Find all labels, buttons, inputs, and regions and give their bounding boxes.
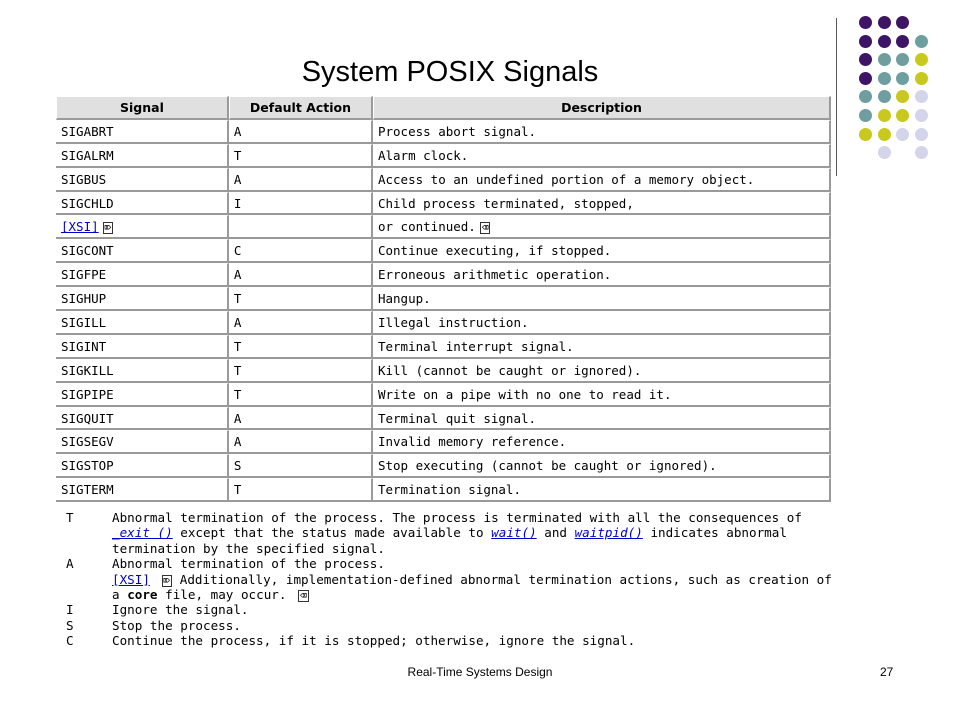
table-row <box>56 120 831 144</box>
signal-cell-text: SIGBUS <box>61 171 107 187</box>
legend-row-t <box>66 510 846 556</box>
signal-cell <box>56 454 229 478</box>
table-row <box>56 430 831 454</box>
table-row <box>56 311 831 335</box>
legend-key: I <box>66 602 74 618</box>
action-cell-text: A <box>233 267 242 283</box>
action-cell-text: A <box>233 434 242 450</box>
decorative-dot <box>896 90 909 103</box>
description-cell <box>373 383 831 407</box>
decorative-dot <box>915 146 928 159</box>
description-cell-text: Write on a pipe with no one to read it. <box>377 386 672 402</box>
header-description: Description <box>373 96 831 120</box>
table-row <box>56 263 831 287</box>
decorative-dot <box>896 128 909 141</box>
description-cell <box>373 311 831 335</box>
action-cell <box>229 144 373 168</box>
description-cell-text: Alarm clock. <box>377 147 469 163</box>
description-cell <box>373 359 831 383</box>
signal-cell-text: SIGCHLD <box>61 195 114 211</box>
legend-text: Continue the process, if it is stopped; otherwise, ignore the signal. <box>112 633 636 649</box>
xsi-link[interactable]: [XSI] <box>112 571 150 587</box>
legend <box>66 510 846 649</box>
decorative-dot <box>878 35 891 48</box>
action-cell <box>229 287 373 311</box>
exit-link[interactable]: _exit () <box>112 525 173 541</box>
action-cell-text: T <box>233 482 242 498</box>
table-row <box>56 383 831 407</box>
table-row <box>56 359 831 383</box>
decorative-dot <box>896 53 909 66</box>
action-cell-text: S <box>233 458 242 474</box>
signal-cell-text: SIGTERM <box>61 482 114 498</box>
signal-cell-text: SIGSEGV <box>61 434 114 450</box>
action-cell-text: A <box>233 410 242 426</box>
decorative-dot <box>915 128 928 141</box>
decorative-dot <box>859 35 872 48</box>
action-cell-text: T <box>233 386 242 402</box>
action-cell <box>229 430 373 454</box>
table-header-row <box>56 96 831 120</box>
description-cell-text: Termination signal. <box>377 482 521 498</box>
legend-key: S <box>66 617 74 633</box>
wait-link[interactable]: wait() <box>491 525 537 541</box>
description-cell-text: Child process terminated, stopped, <box>377 195 634 211</box>
table-row <box>56 192 831 216</box>
signal-cell-text: SIGALRM <box>61 147 114 163</box>
description-cell <box>373 454 831 478</box>
decorative-dot <box>859 109 872 122</box>
decorative-dot <box>915 35 928 48</box>
decorative-dot <box>878 146 891 159</box>
header-default-action: Default Action <box>229 96 373 120</box>
legend-text: Abnormal termination of the process. <box>112 556 385 572</box>
description-cell <box>373 239 831 263</box>
header-signal: Signal <box>56 96 229 120</box>
action-cell-text: A <box>233 171 242 187</box>
action-cell <box>229 478 373 502</box>
description-cell-text: Erroneous arithmetic operation. <box>377 267 612 283</box>
decorative-dot <box>896 35 909 48</box>
description-cell <box>373 407 831 431</box>
signals-table <box>56 96 831 502</box>
legend-row-a <box>66 556 846 602</box>
legend-text: Ignore the signal. <box>112 602 249 618</box>
description-cell-text: Terminal quit signal. <box>377 410 537 426</box>
xsi-end-icon: ⌫ <box>481 221 489 235</box>
divider-line <box>836 18 837 176</box>
decorative-dot <box>878 53 891 66</box>
decorative-dot <box>896 16 909 29</box>
footer-text: Real-Time Systems Design <box>407 665 553 679</box>
legend-row-i <box>66 602 846 617</box>
signal-cell <box>56 215 229 239</box>
decorative-dot <box>859 72 872 85</box>
table-row <box>56 168 831 192</box>
action-cell-text: T <box>233 147 242 163</box>
description-cell <box>373 168 831 192</box>
description-cell <box>373 192 831 216</box>
description-cell-text: or continued. <box>377 219 476 235</box>
description-cell-text: Terminal interrupt signal. <box>377 338 574 354</box>
action-cell-text: A <box>233 314 242 330</box>
decorative-dot <box>915 109 928 122</box>
signal-cell <box>56 311 229 335</box>
waitpid-link[interactable]: waitpid() <box>574 525 643 541</box>
xsi-end-icon: ⌫ <box>300 589 307 603</box>
decorative-dot <box>859 128 872 141</box>
description-cell-text: Illegal instruction. <box>377 314 529 330</box>
signal-cell-text: SIGPIPE <box>61 386 114 402</box>
signal-cell <box>56 287 229 311</box>
description-cell <box>373 120 831 144</box>
core-term: core <box>127 587 158 603</box>
decorative-dot <box>896 72 909 85</box>
signal-cell <box>56 359 229 383</box>
signal-cell <box>56 144 229 168</box>
legend-key: C <box>66 633 74 649</box>
description-cell-text: Invalid memory reference. <box>377 434 567 450</box>
slide-title: System POSIX Signals <box>301 56 599 88</box>
signal-cell-text: SIGINT <box>61 338 107 354</box>
action-cell-text: T <box>233 338 242 354</box>
action-cell <box>229 215 373 239</box>
signal-cell <box>56 239 229 263</box>
description-cell <box>373 335 831 359</box>
action-cell <box>229 407 373 431</box>
signal-cell-text: SIGSTOP <box>61 458 114 474</box>
table-row <box>56 215 831 239</box>
legend-text: file, may occur. <box>165 587 287 603</box>
legend-text: except that the status made available to <box>180 525 484 541</box>
table-row <box>56 454 831 478</box>
decorative-dot <box>878 90 891 103</box>
decorative-dot <box>859 16 872 29</box>
table-row <box>56 335 831 359</box>
signal-cell <box>56 478 229 502</box>
action-cell <box>229 239 373 263</box>
signal-cell-text[interactable]: [XSI] <box>61 219 99 235</box>
action-cell-text: T <box>233 362 242 378</box>
action-cell <box>229 192 373 216</box>
action-cell-text: I <box>233 195 242 211</box>
xsi-start-icon: ⌦ <box>163 573 171 587</box>
signal-cell <box>56 120 229 144</box>
description-cell <box>373 144 831 168</box>
description-cell <box>373 215 831 239</box>
decorative-dot <box>896 109 909 122</box>
description-cell-text: Access to an undefined portion of a memory object. <box>377 171 755 187</box>
signal-cell-text: SIGHUP <box>61 291 107 307</box>
legend-text: Stop the process. <box>112 617 241 633</box>
description-cell-text: Kill (cannot be caught or ignored). <box>377 362 642 378</box>
signal-cell-text: SIGKILL <box>61 362 114 378</box>
legend-text: Abnormal termination of the process. The process is terminated with all the consequences of <box>112 510 802 525</box>
table-row <box>56 407 831 431</box>
legend-row-c <box>66 633 846 648</box>
decorative-dot <box>915 72 928 85</box>
legend-key: T <box>66 510 74 525</box>
signal-cell <box>56 192 229 216</box>
action-cell-text: C <box>233 243 242 259</box>
action-cell-text: A <box>233 123 242 139</box>
table-row <box>56 478 831 502</box>
decorative-dot <box>878 72 891 85</box>
decorative-dot <box>859 90 872 103</box>
action-cell <box>229 335 373 359</box>
signal-cell <box>56 430 229 454</box>
action-cell <box>229 383 373 407</box>
action-cell <box>229 263 373 287</box>
signal-cell <box>56 263 229 287</box>
description-cell-text: Process abort signal. <box>377 123 537 139</box>
description-cell <box>373 430 831 454</box>
action-cell <box>229 120 373 144</box>
description-cell-text: Stop executing (cannot be caught or ignored). <box>377 458 717 474</box>
description-cell-text: Continue executing, if stopped. <box>377 243 612 259</box>
signal-cell-text: SIGABRT <box>61 123 114 139</box>
legend-text: indicates abnormal termination by the specified signal. <box>112 525 787 556</box>
table-row <box>56 287 831 311</box>
table-row <box>56 239 831 263</box>
legend-row-s <box>66 618 846 633</box>
description-cell <box>373 478 831 502</box>
signal-cell <box>56 335 229 359</box>
signal-cell <box>56 383 229 407</box>
page-number: 27 <box>880 665 894 679</box>
decorative-dot <box>878 16 891 29</box>
decorative-dot <box>859 53 872 66</box>
action-cell <box>229 311 373 335</box>
action-cell-text: T <box>233 291 242 307</box>
action-cell <box>229 359 373 383</box>
description-cell <box>373 287 831 311</box>
decorative-dot <box>915 90 928 103</box>
xsi-start-icon: ⌦ <box>104 221 112 235</box>
legend-text: Additionally, implementation-defined abnormal termination actions, such as creation of a <box>112 571 832 603</box>
description-cell <box>373 263 831 287</box>
description-cell-text: Hangup. <box>377 291 431 307</box>
action-cell <box>229 454 373 478</box>
decorative-dot <box>878 109 891 122</box>
signal-cell-text: SIGQUIT <box>61 410 114 426</box>
signal-cell-text: SIGILL <box>61 314 107 330</box>
action-cell <box>229 168 373 192</box>
legend-key: A <box>66 556 74 572</box>
legend-text: and <box>544 525 567 541</box>
table-row <box>56 144 831 168</box>
signal-cell <box>56 168 229 192</box>
signal-cell-text: SIGFPE <box>61 267 107 283</box>
signal-cell-text: SIGCONT <box>61 243 114 259</box>
decorative-dot <box>915 53 928 66</box>
decorative-dot <box>878 128 891 141</box>
signal-cell <box>56 407 229 431</box>
